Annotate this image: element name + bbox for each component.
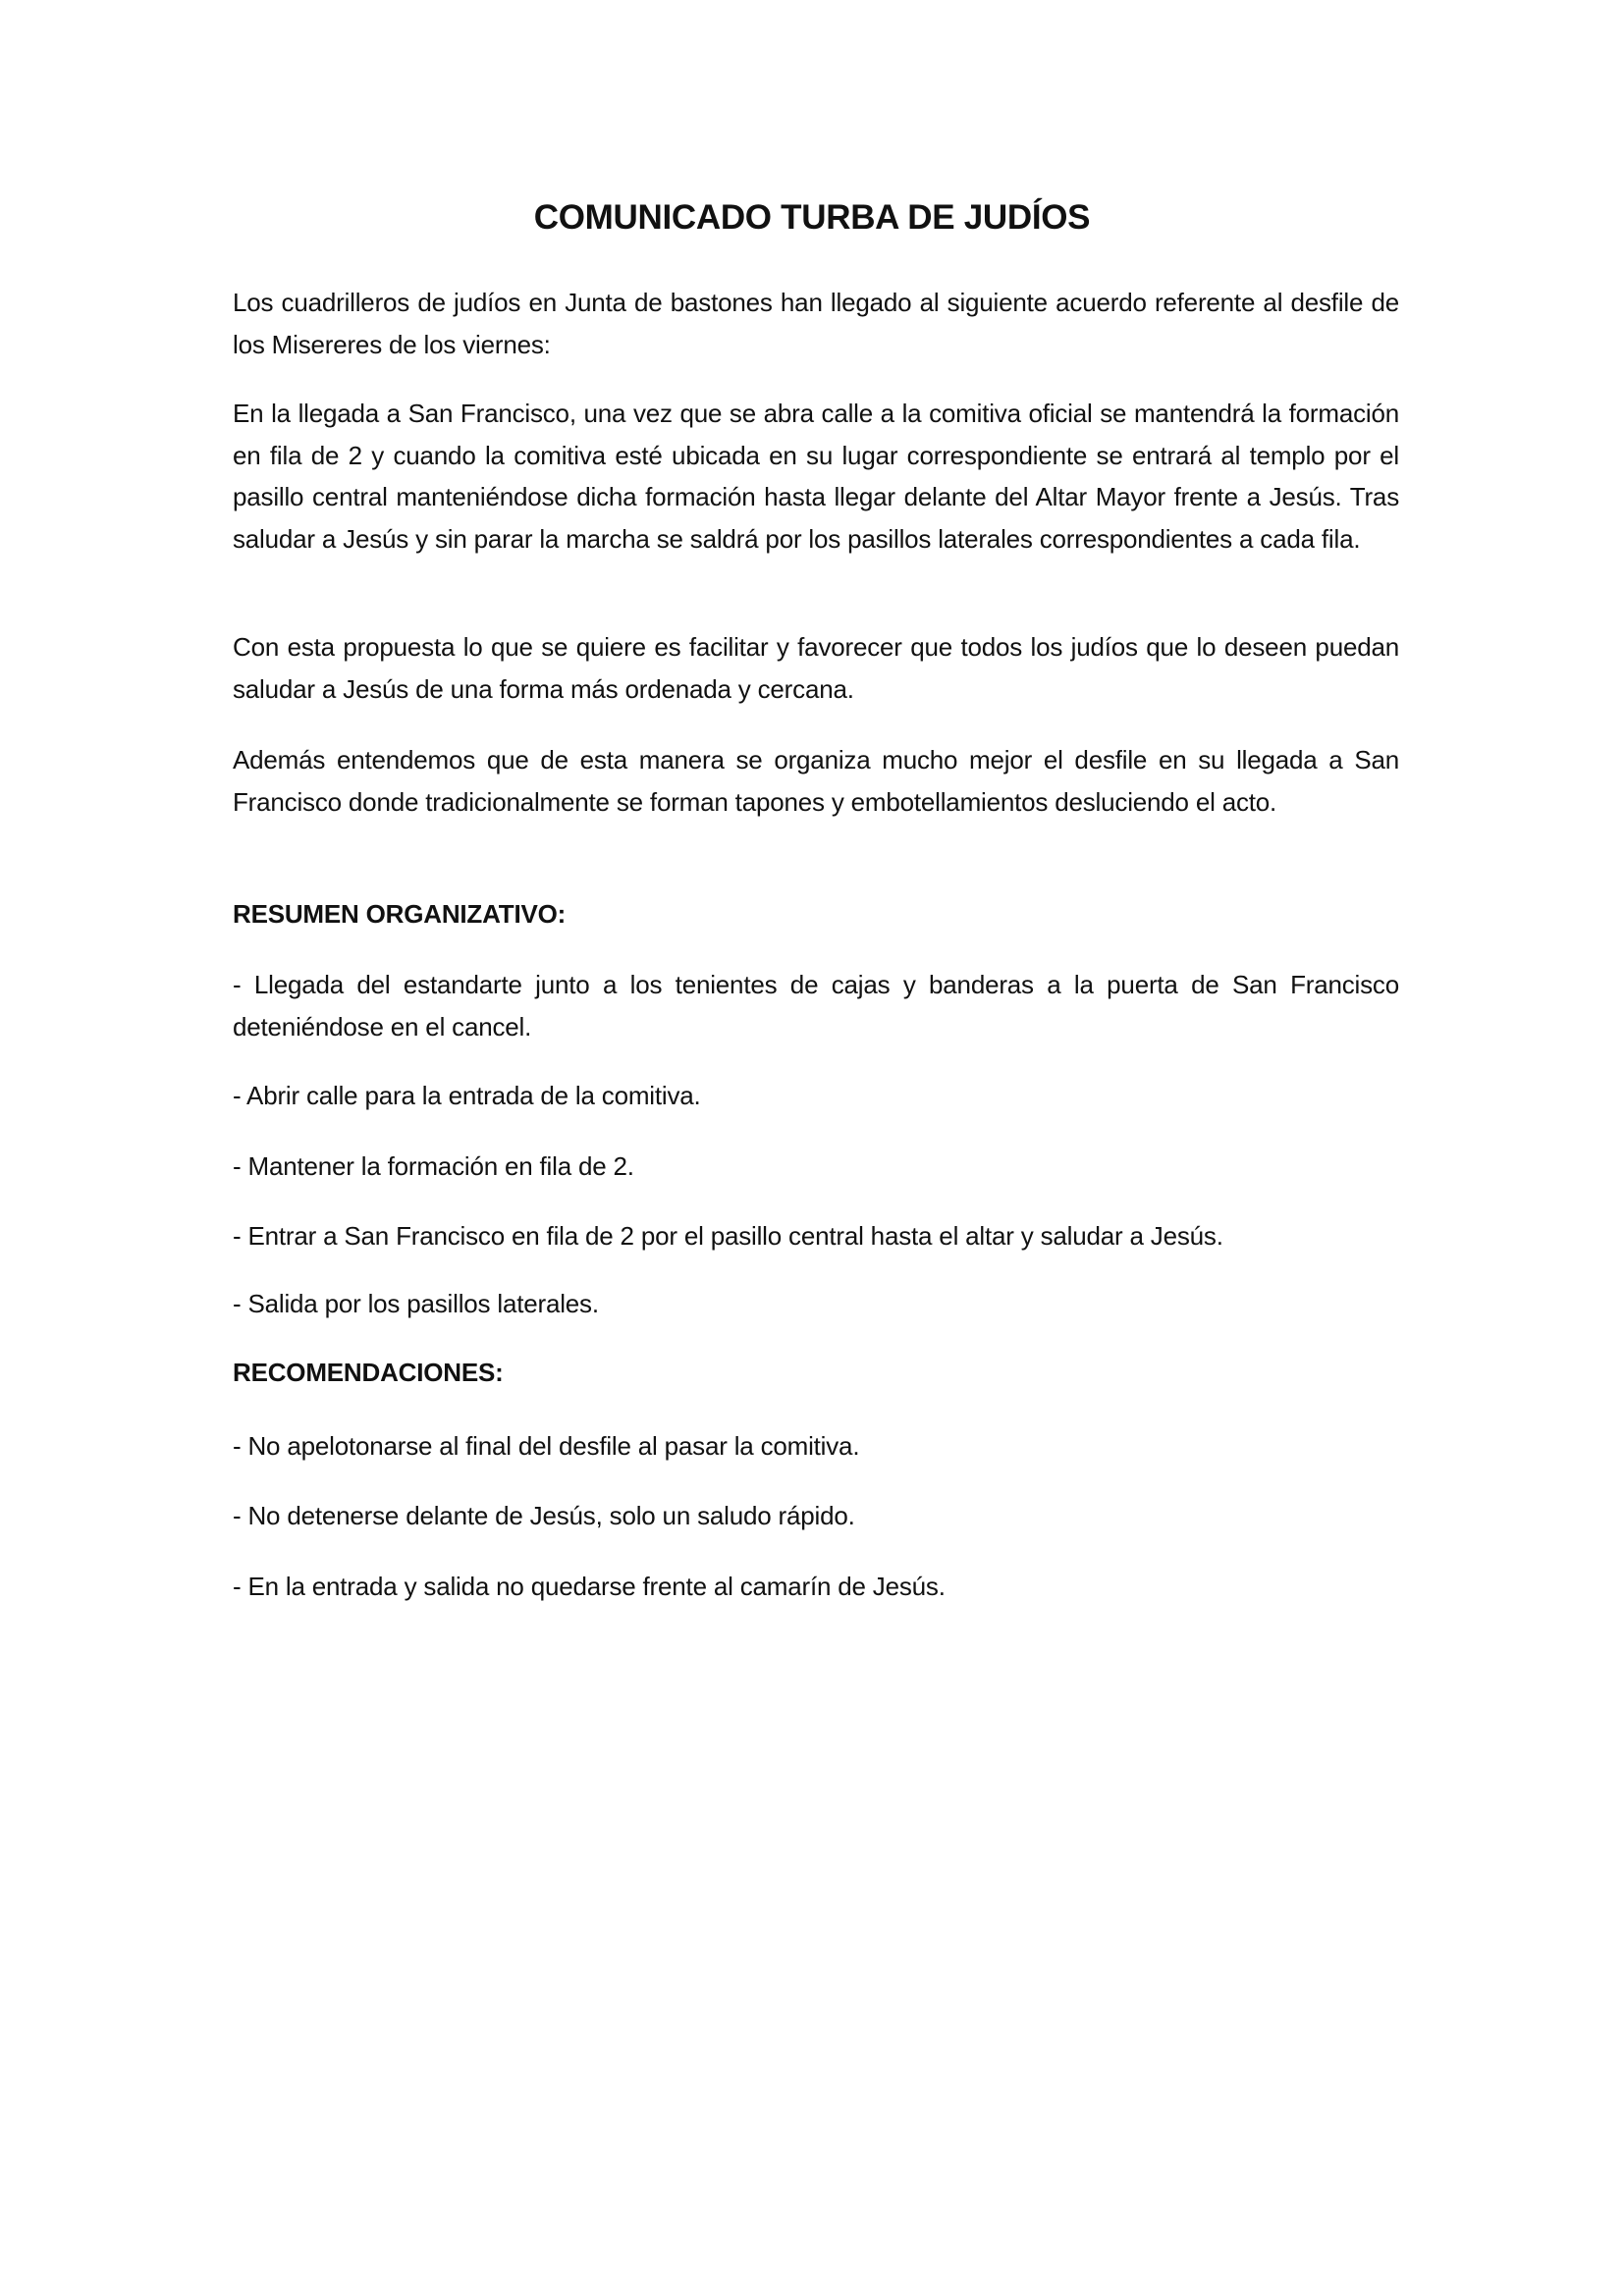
recomendacion-item: - No apelotonarse al final del desfile al pasar la comitiva. [233, 1431, 860, 1461]
resumen-item: - Llegada del estandarte junto a los tenientes de cajas y banderas a la puerta de San Francisco deteniéndose en el cancel. [233, 970, 1399, 1041]
resumen-item: - Salida por los pasillos laterales. [233, 1289, 599, 1318]
recomendacion-item: - No detenerse delante de Jesús, solo un saludo rápido. [233, 1501, 855, 1530]
resumen-item: - Mantener la formación en fila de 2. [233, 1151, 634, 1181]
resumen-heading: RESUMEN ORGANIZATIVO: [233, 899, 567, 929]
intro-paragraph: Los cuadrilleros de judíos en Junta de bastones han llegado al siguiente acuerdo referente al desfile de los Misereres de los viernes: [233, 288, 1399, 359]
purpose-paragraph: Con esta propuesta lo que se quiere es facilitar y favorecer que todos los judíos que lo deseen puedan saludar a Jesús de una forma más ordenada y cercana. [233, 632, 1399, 704]
resumen-item: - Entrar a San Francisco en fila de 2 por el pasillo central hasta el altar y saludar a Jesús. [233, 1221, 1223, 1251]
document-title: COMUNICADO TURBA DE JUDÍOS [533, 198, 1091, 237]
recomendaciones-heading: RECOMENDACIONES: [233, 1358, 504, 1387]
benefit-paragraph: Además entendemos que de esta manera se organiza mucho mejor el desfile en su llegada a San Francisco donde tradicionalmente se forman tapones y embotellamientos desluciendo el acto. [233, 745, 1399, 817]
recomendacion-item: - En la entrada y salida no quedarse frente al camarín de Jesús. [233, 1572, 946, 1601]
resumen-item: - Abrir calle para la entrada de la comitiva. [233, 1081, 701, 1110]
arrival-paragraph: En la llegada a San Francisco, una vez que se abra calle a la comitiva oficial se mantendrá la formación en fila de 2 y cuando la comitiva esté ubicada en su lugar correspondiente se entrará al templo por el pasillo central manteniéndose dicha formación hasta llegar delante del Altar Mayor frente a Jesús. Tras saludar a Jesús y sin parar la marcha se saldrá por los pasillos laterales correspondientes a cada fila. [233, 399, 1399, 554]
